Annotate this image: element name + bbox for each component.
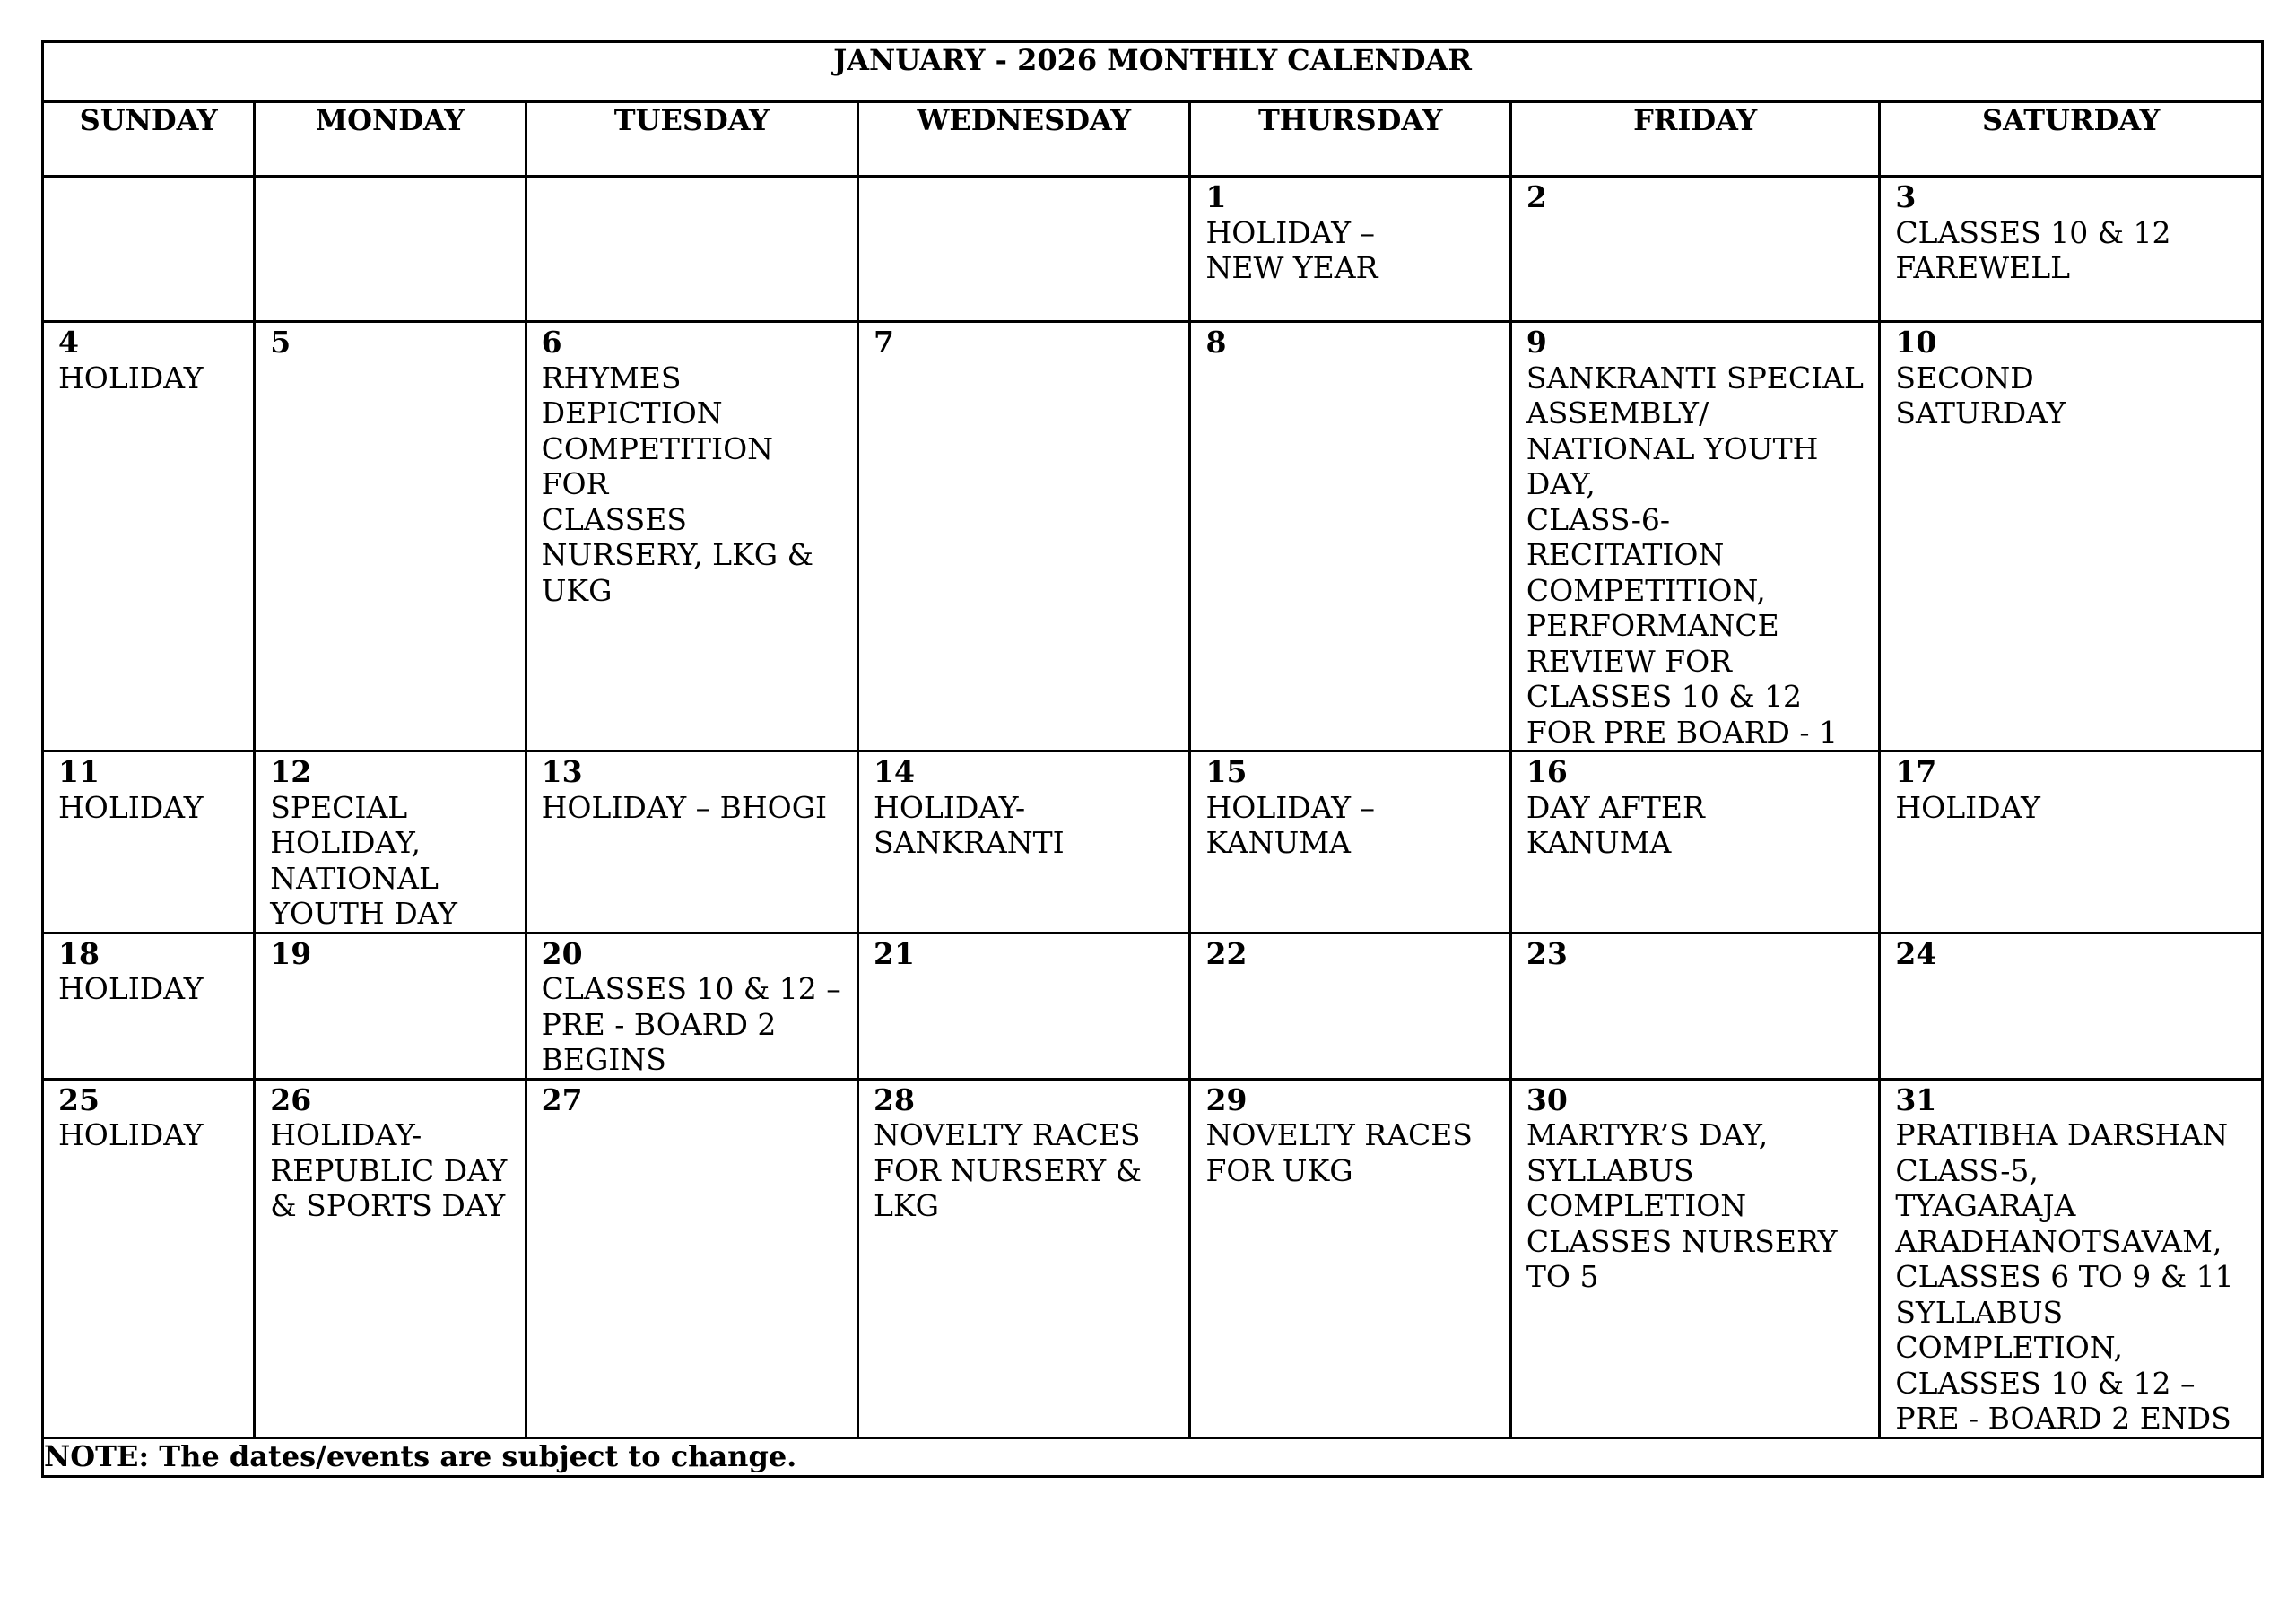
day-event: RHYMES DEPICTION COMPETITION FOR CLASSES NURSERY, LKG & UKG — [541, 360, 813, 608]
day-cell — [858, 1079, 1190, 1437]
day-number: 20 — [541, 935, 583, 971]
week-row-1 — [43, 177, 2263, 322]
day-cell — [1880, 177, 2263, 322]
day-cell — [1190, 751, 1510, 934]
day-event: HOLIDAY — [58, 1117, 204, 1152]
day-cell — [43, 177, 255, 322]
day-cell — [1510, 751, 1879, 934]
weekday-header-saturday: SATURDAY — [1880, 102, 2263, 177]
day-event: CLASSES 10 & 12 FAREWELL — [1895, 214, 2171, 285]
day-event: NOVELTY RACES FOR NURSERY & LKG — [874, 1117, 1143, 1223]
weekday-header-row — [43, 102, 2263, 177]
day-cell — [526, 177, 857, 322]
day-event: SECOND SATURDAY — [1895, 360, 2066, 430]
weekday-header-thursday: THURSDAY — [1190, 102, 1510, 177]
day-cell — [1880, 322, 2263, 751]
day-cell — [1190, 177, 1510, 322]
day-cell — [858, 322, 1190, 751]
day-event: DAY AFTER KANUMA — [1526, 789, 1705, 860]
day-event: CLASSES 10 & 12 – PRE - BOARD 2 BEGINS — [541, 971, 841, 1077]
day-number: 11 — [58, 754, 100, 789]
day-cell — [858, 177, 1190, 322]
day-number: 19 — [270, 935, 312, 971]
day-number: 4 — [58, 325, 79, 360]
day-cell — [43, 322, 255, 751]
day-cell — [1510, 1079, 1879, 1437]
weekday-header-wednesday: WEDNESDAY — [858, 102, 1190, 177]
day-cell — [1880, 933, 2263, 1079]
day-cell — [526, 322, 857, 751]
day-number: 23 — [1526, 935, 1568, 971]
weekday-header-friday: FRIDAY — [1510, 102, 1879, 177]
day-number: 3 — [1895, 179, 1917, 214]
day-number: 21 — [874, 935, 915, 971]
note-row — [43, 1437, 2263, 1476]
day-number: 16 — [1526, 754, 1568, 789]
day-number: 25 — [58, 1081, 100, 1117]
day-event: HOLIDAY – NEW YEAR — [1205, 214, 1378, 285]
note-text: NOTE: The dates/events are subject to change. — [43, 1437, 2263, 1476]
day-cell — [526, 1079, 857, 1437]
weekday-header-tuesday: TUESDAY — [526, 102, 857, 177]
day-number: 31 — [1895, 1081, 1937, 1117]
day-cell — [255, 322, 526, 751]
day-cell — [255, 751, 526, 934]
day-event: HOLIDAY – BHOGI — [541, 789, 828, 825]
weekday-header-monday: MONDAY — [255, 102, 526, 177]
day-number: 2 — [1526, 179, 1547, 214]
day-cell — [1190, 322, 1510, 751]
day-event: MARTYR’S DAY, SYLLABUS COMPLETION CLASSES NURSERY TO 5 — [1526, 1117, 1838, 1294]
day-cell — [1190, 933, 1510, 1079]
day-number: 5 — [270, 325, 291, 360]
day-number: 1 — [1205, 179, 1227, 214]
day-number: 30 — [1526, 1081, 1568, 1117]
day-event: HOLIDAY — [58, 971, 204, 1006]
day-number: 17 — [1895, 754, 1937, 789]
day-cell — [1510, 933, 1879, 1079]
day-number: 18 — [58, 935, 100, 971]
day-number: 6 — [541, 325, 562, 360]
week-row-4 — [43, 933, 2263, 1079]
day-number: 24 — [1895, 935, 1937, 971]
day-cell — [43, 933, 255, 1079]
day-number: 15 — [1205, 754, 1248, 789]
day-cell — [43, 1079, 255, 1437]
day-number: 22 — [1205, 935, 1248, 971]
day-cell — [255, 1079, 526, 1437]
day-number: 8 — [1205, 325, 1227, 360]
day-event: HOLIDAY- REPUBLIC DAY & SPORTS DAY — [270, 1117, 508, 1223]
day-cell — [858, 751, 1190, 934]
weekday-header-sunday: SUNDAY — [43, 102, 255, 177]
day-event: HOLIDAY – KANUMA — [1205, 789, 1375, 860]
day-event: NOVELTY RACES FOR UKG — [1205, 1117, 1473, 1188]
day-cell — [255, 177, 526, 322]
day-cell — [1190, 1079, 1510, 1437]
day-cell — [1880, 751, 2263, 934]
day-number: 27 — [541, 1081, 583, 1117]
day-event: SPECIAL HOLIDAY, NATIONAL YOUTH DAY — [270, 789, 457, 931]
day-number: 10 — [1895, 325, 1937, 360]
day-number: 26 — [270, 1081, 312, 1117]
day-number: 9 — [1526, 325, 1547, 360]
title-row — [43, 42, 2263, 102]
day-cell — [1880, 1079, 2263, 1437]
calendar-table — [41, 40, 2264, 1478]
week-row-5 — [43, 1079, 2263, 1437]
day-number: 7 — [874, 325, 895, 360]
week-row-3 — [43, 751, 2263, 934]
day-number: 29 — [1205, 1081, 1248, 1117]
calendar-title: JANUARY - 2026 MONTHLY CALENDAR — [43, 42, 2263, 102]
day-event: HOLIDAY — [1895, 789, 2040, 825]
day-number: 12 — [270, 754, 312, 789]
day-event: HOLIDAY — [58, 789, 204, 825]
day-event: HOLIDAY- SANKRANTI — [874, 789, 1065, 860]
day-event: SANKRANTI SPECIAL ASSEMBLY/ NATIONAL YOUTH DAY, CLASS-6-RECITATION COMPETITION, PERFORMANCE REVIEW FOR CLASSES 10 & 12 FOR PRE BOARD - 1 — [1526, 360, 1864, 750]
day-cell — [526, 751, 857, 934]
day-number: 13 — [541, 754, 583, 789]
day-number: 14 — [874, 754, 915, 789]
day-cell — [1510, 322, 1879, 751]
day-number: 28 — [874, 1081, 915, 1117]
day-event: PRATIBHA DARSHAN CLASS-5, TYAGARAJA ARADHANOTSAVAM, CLASSES 6 TO 9 & 11 SYLLABUS COMPLETION, CLASSES 10 & 12 – PRE - BOARD 2 ENDS — [1895, 1117, 2234, 1436]
day-cell — [255, 933, 526, 1079]
day-event: HOLIDAY — [58, 360, 204, 395]
day-cell — [1510, 177, 1879, 322]
day-cell — [43, 751, 255, 934]
day-cell — [526, 933, 857, 1079]
day-cell — [858, 933, 1190, 1079]
week-row-2 — [43, 322, 2263, 751]
